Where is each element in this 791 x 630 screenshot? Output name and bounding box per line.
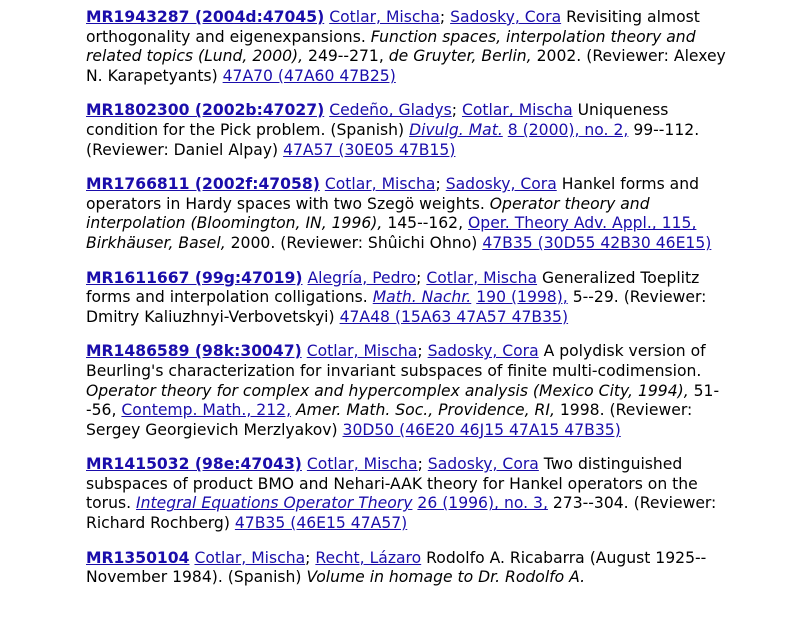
entry-reviewer: (Reviewer: Richard Rochberg) bbox=[86, 494, 717, 533]
entry-reviewer: (Reviewer: Alexey N. Karapetyants) bbox=[86, 47, 726, 85]
author-link[interactable]: Sadosky, Cora bbox=[427, 455, 539, 474]
journal-link[interactable]: Math. Nachr. bbox=[372, 288, 472, 307]
entry-title: Generalized Toeplitz forms and interpolation colligations. bbox=[86, 268, 700, 307]
entry-source: Volume in homage to Dr. Rodolfo A. bbox=[306, 568, 586, 587]
author-link[interactable]: Sadosky, Cora bbox=[445, 175, 557, 194]
classification-link[interactable]: 47A48 (15A63 47A57 47B35) bbox=[339, 307, 569, 326]
mr-number-link[interactable]: MR1802300 (2002b:47027) bbox=[86, 101, 325, 120]
author-link[interactable]: Alegría, Pedro bbox=[307, 268, 417, 287]
entry-year: 2000. bbox=[230, 233, 276, 252]
entry-pages: 273--304. bbox=[552, 494, 629, 513]
entry-source: Operator theory and interpolation (Bloomington, IN, 1996), bbox=[86, 194, 650, 233]
entry-reviewer: (Reviewer: Shûichi Ohno) bbox=[280, 233, 478, 252]
entry-source: Function spaces, interpolation theory and related topics (Lund, 2000), bbox=[86, 27, 696, 66]
series-link[interactable]: Contemp. Math., 212, bbox=[121, 401, 292, 420]
author-link[interactable]: Cotlar, Mischa bbox=[194, 548, 306, 567]
author-link[interactable]: Recht, Lázaro bbox=[315, 548, 422, 567]
mr-number-link[interactable]: MR1486589 (98k:30047) bbox=[86, 342, 302, 361]
classification-link[interactable]: 47B35 (46E15 47A57) bbox=[234, 514, 408, 533]
list-item: MR1766811 (2002f:47058) Cotlar, Mischa; Sadosky, Cora Hankel forms and operators in Hardy spaces with two Szegö weights. Operator theory and interpolation (Bloomington, IN, 1996), 145--162, Oper. Theory Adv. Appl., 115, Birkhäuser, Basel, 2000. (Reviewer: Shûichi Ohno) 47B35 (30D55 42B30 46E15) bbox=[86, 175, 712, 252]
entry-title: A polydisk version of Beurling's characterization for invariant subspaces of finite multi-codimension. bbox=[86, 342, 706, 380]
author-link[interactable]: Cotlar, Mischa bbox=[306, 455, 418, 474]
entry-reviewer: (Reviewer: Dmitry Kaliuzhnyi-Verbovetskyi) bbox=[86, 288, 707, 326]
entry-reviewer: (Reviewer: Daniel Alpay) bbox=[86, 140, 279, 159]
mr-number-link[interactable]: MR1943287 (2004d:47045) bbox=[86, 8, 325, 26]
volume-link[interactable]: 8 (2000), no. 2, bbox=[507, 120, 629, 139]
journal-link[interactable]: Integral Equations Operator Theory bbox=[136, 494, 413, 513]
author-link[interactable]: Cotlar, Mischa bbox=[426, 268, 538, 287]
mr-number-link[interactable]: MR1611667 (99g:47019) bbox=[86, 268, 303, 287]
list-item: MR1802300 (2002b:47027) Cedeño, Gladys; Cotlar, Mischa Uniqueness condition for the Pick problem. (Spanish) Divulg. Mat. 8 (2000), no. 2, 99--112. (Reviewer: Daniel Alpay) 47A57 (30E05 47B15) bbox=[86, 101, 700, 159]
author-link[interactable]: Cotlar, Mischa bbox=[329, 8, 440, 26]
volume-link[interactable]: 190 (1998), bbox=[476, 288, 568, 307]
author-link[interactable]: Cotlar, Mischa bbox=[306, 342, 418, 361]
mr-number-link[interactable]: MR1766811 (2002f:47058) bbox=[86, 175, 320, 194]
list-item: MR1486589 (98k:30047) Cotlar, Mischa; Sadosky, Cora A polydisk version of Beurling's characterization for invariant subspaces of finite multi-codimension. Operator theory for complex and hypercomplex analysis (Mexico City, 1994), 51--56, Contemp. Math., 212, Amer. Math. Soc., Providence, RI, 1998. (Reviewer: Sergey Georgievich Merzlyakov) 30D50 (46E20 46J15 47A15 47B35) bbox=[86, 342, 720, 439]
search-results bbox=[86, 8, 726, 603]
entry-title: Two distinguished subspaces of product BMO and Nehari-AAK theory for Hankel operators on the torus. bbox=[86, 455, 698, 513]
volume-link[interactable]: 26 (1996), no. 3, bbox=[417, 494, 548, 513]
classification-link[interactable]: 30D50 (46E20 46J15 47A15 47B35) bbox=[342, 420, 621, 439]
list-item: MR1415032 (98e:47043) Cotlar, Mischa; Sadosky, Cora Two distinguished subspaces of product BMO and Nehari-AAK theory for Hankel operators on the torus. Integral Equations Operator Theory 26 (1996), no. 3, 273--304. (Reviewer: Richard Rochberg) 47B35 (46E15 47A57) bbox=[86, 455, 717, 533]
series-link[interactable]: Oper. Theory Adv. Appl., 115, bbox=[468, 214, 697, 233]
list-item: MR1943287 (2004d:47045) Cotlar, Mischa; Sadosky, Cora Revisiting almost orthogonality and eigenexpansions. Function spaces, interpolation theory and related topics (Lund, 2000), 249--271, de Gruyter, Berlin, 2002. (Reviewer: Alexey N. Karapetyants) 47A70 (47A60 47B25) bbox=[86, 8, 726, 85]
entry-title: Revisiting almost orthogonality and eigenexpansions. bbox=[86, 8, 700, 46]
list-item: MR1611667 (99g:47019) Alegría, Pedro; Cotlar, Mischa Generalized Toeplitz forms and interpolation colligations. Math. Nachr. 190 (1998), 5--29. (Reviewer: Dmitry Kaliuzhnyi-Verbovetskyi) 47A48 (15A63 47A57 47B35) bbox=[86, 268, 707, 326]
entry-title: Hankel forms and operators in Hardy spaces with two Szegö weights. bbox=[86, 175, 700, 213]
entry-publisher: de Gruyter, Berlin, bbox=[388, 47, 532, 66]
entry-pages: 145--162, bbox=[387, 214, 464, 233]
author-link[interactable]: Sadosky, Cora bbox=[427, 342, 539, 361]
author-link[interactable]: Sadosky, Cora bbox=[450, 8, 562, 26]
mr-number-link[interactable]: MR1350104 bbox=[86, 548, 190, 567]
classification-link[interactable]: 47A57 (30E05 47B15) bbox=[283, 140, 456, 159]
classification-link[interactable]: 47B35 (30D55 42B30 46E15) bbox=[482, 233, 712, 252]
entry-pages: 249--271, bbox=[308, 47, 384, 66]
entry-year: 2002. bbox=[536, 47, 582, 66]
entry-publisher: Amer. Math. Soc., Providence, RI, bbox=[296, 401, 555, 420]
author-link[interactable]: Cedeño, Gladys bbox=[329, 101, 452, 120]
entry-pages: 51--56, bbox=[86, 381, 720, 420]
entry-reviewer: (Reviewer: Sergey Georgievich Merzlyakov) bbox=[86, 401, 693, 439]
entry-title: Uniqueness condition for the Pick problem. (Spanish) bbox=[86, 101, 669, 139]
entry-year: 1998. bbox=[559, 401, 605, 420]
author-link[interactable]: Cotlar, Mischa bbox=[461, 101, 573, 120]
entry-source: Operator theory for complex and hypercomplex analysis (Mexico City, 1994), bbox=[86, 381, 689, 400]
journal-link[interactable]: Divulg. Mat. bbox=[409, 120, 503, 139]
entry-pages: 5--29. bbox=[572, 288, 619, 307]
classification-link[interactable]: 47A70 (47A60 47B25) bbox=[222, 66, 396, 85]
entry-title: Rodolfo A. Ricabarra (August 1925--November 1984). (Spanish) bbox=[86, 548, 707, 587]
entry-publisher: Birkhäuser, Basel, bbox=[86, 233, 226, 252]
entry-pages: 99--112. bbox=[633, 120, 700, 139]
author-link[interactable]: Cotlar, Mischa bbox=[324, 175, 436, 194]
list-item: MR1350104 Cotlar, Mischa; Recht, Lázaro Rodolfo A. Ricabarra (August 1925--November 1984). (Spanish) Volume in homage to Dr. Rodolfo A. bbox=[86, 548, 707, 587]
mr-number-link[interactable]: MR1415032 (98e:47043) bbox=[86, 455, 302, 474]
